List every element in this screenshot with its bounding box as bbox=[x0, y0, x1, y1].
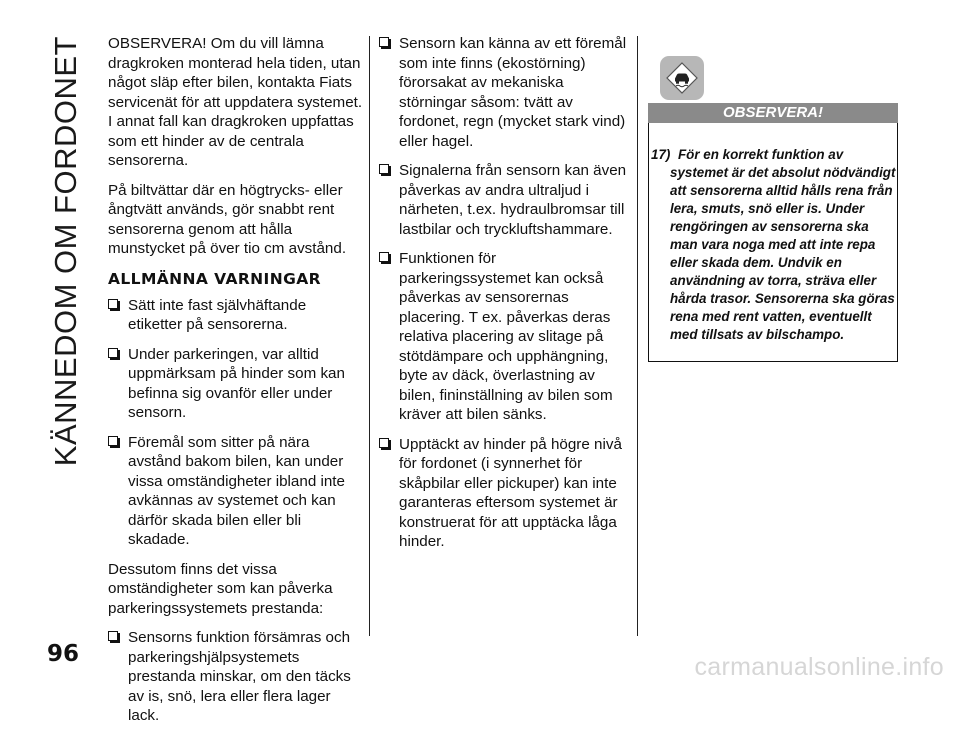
skidding-car-icon bbox=[660, 56, 704, 100]
skidding-car-icon-graphic bbox=[664, 60, 700, 96]
list-item-text: Upptäckt av hinder på högre nivå för fordonet (i synnerhet för skåpbilar eller pickuper) kan inte garanteras eftersom systemet är konstruerat för att upptäcka låga hinder. bbox=[399, 435, 622, 550]
list-item bbox=[108, 296, 364, 335]
list-item-text: Sensorns funktion försämras och parkeringshjälpsystemets prestanda minskar, om den täcks av is, snö, lera eller flera lager lack. bbox=[128, 629, 351, 724]
checkbox-bullet-icon bbox=[379, 252, 389, 262]
watermark: carmanualsonline.info bbox=[694, 653, 944, 681]
list-item-text: Under parkeringen, var alltid uppmärksam på hinder som kan befinna sig ovanför eller under sensorn. bbox=[128, 345, 345, 421]
column-divider-right bbox=[637, 36, 638, 636]
text-column-1 bbox=[108, 34, 364, 736]
warning-header: OBSERVERA! bbox=[648, 103, 898, 123]
list-item-text: Sätt inte fast självhäftande etiketter på sensorerna. bbox=[128, 296, 307, 333]
checkbox-bullet-icon bbox=[108, 631, 118, 641]
list-item bbox=[108, 628, 364, 726]
list-item bbox=[379, 34, 629, 151]
checkbox-bullet-icon bbox=[379, 37, 389, 47]
text-column-2 bbox=[379, 34, 629, 562]
column-divider-left bbox=[369, 36, 370, 636]
paragraph-towbar-note: OBSERVERA! Om du vill lämna dragkroken monterad hela tiden, utan något släp efter bilen, kontakta Fiats servicenät för att uppdatera systemet. I annat fall kan dragkroken uppfattas som ett hinder av de centrala sensorerna. bbox=[108, 35, 363, 169]
list-item bbox=[379, 161, 629, 239]
list-item-text: Sensorn kan känna av ett föremål som inte finns (ekostörning) förorsakat av mekaniska störningar såsom: tvätt av fordonet, regn (mycket stark vind) eller hagel. bbox=[399, 35, 627, 150]
list-item bbox=[108, 345, 364, 423]
warning-text bbox=[651, 146, 898, 344]
checkbox-bullet-icon bbox=[108, 436, 118, 446]
section-sidebar bbox=[46, 36, 86, 636]
paragraph-car-wash: På biltvättar där en högtrycks- eller ångtvätt används, gör snabbt rent sensorerna genom att hålla munstycket på över tio cm avstånd. bbox=[108, 181, 347, 257]
checkbox-bullet-icon bbox=[108, 299, 118, 309]
page-number: 96 bbox=[47, 641, 80, 667]
checkbox-bullet-icon bbox=[379, 164, 389, 174]
heading-general-warnings: ALLMÄNNA VARNINGAR bbox=[108, 269, 321, 288]
warning-body: För en korrekt funktion av systemet är det absolut nödvändigt att sensorerna alltid hålls rena från lera, smuts, snö eller is. Under rengöringen av sensorerna ska man vara noga med att inte repa eller skada dem. Undvik en användning av torra, sträva eller hårda trasor. Sensorerna ska göras rena med rent vatten, eventuellt med tillsats av bilschampo. bbox=[670, 147, 896, 342]
list-item bbox=[379, 249, 629, 425]
checkbox-bullet-icon bbox=[108, 348, 118, 358]
checkbox-bullet-icon bbox=[379, 438, 389, 448]
list-item-text: Funktionen för parkeringssystemet kan också påverkas av sensorernas placering. T ex. påverkas deras relativa placering av slitage på stötdämpare och upphängning, byte av däck, överlastning av bilen, fininställning av bilen som kräver att bilen sänks. bbox=[399, 250, 613, 423]
list-item bbox=[108, 433, 364, 550]
section-title: KÄNNEDOM OM FORDONET bbox=[48, 36, 83, 467]
list-item-text: Signalerna från sensorn kan även påverkas av andra ultraljud i närheten, t.ex. hydraulbromsar till lastbilar och tryckluftshammare. bbox=[399, 162, 627, 238]
warning-text-block: 17) För en korrekt funktion av systemet är det absolut nödvändigt att sensorerna alltid hålls rena från lera, smuts, snö eller is. Under rengöringen av sensorerna ska man vara noga med att inte repa eller skada dem. Undvik en användning av torra, sträva eller hårda trasor. Sensorerna ska göras rena med rent vatten, eventuellt med tillsats av bilschampo. bbox=[651, 146, 898, 344]
paragraph-circumstances: Dessutom finns det vissa omständigheter som kan påverka parkeringssystemets prestanda: bbox=[108, 560, 333, 617]
list-item-text: Föremål som sitter på nära avstånd bakom bilen, kan under vissa omständigheter ibland inte avkännas av systemet och kan därför skada bilen eller bli skadade. bbox=[128, 433, 345, 548]
list-item bbox=[379, 435, 629, 552]
